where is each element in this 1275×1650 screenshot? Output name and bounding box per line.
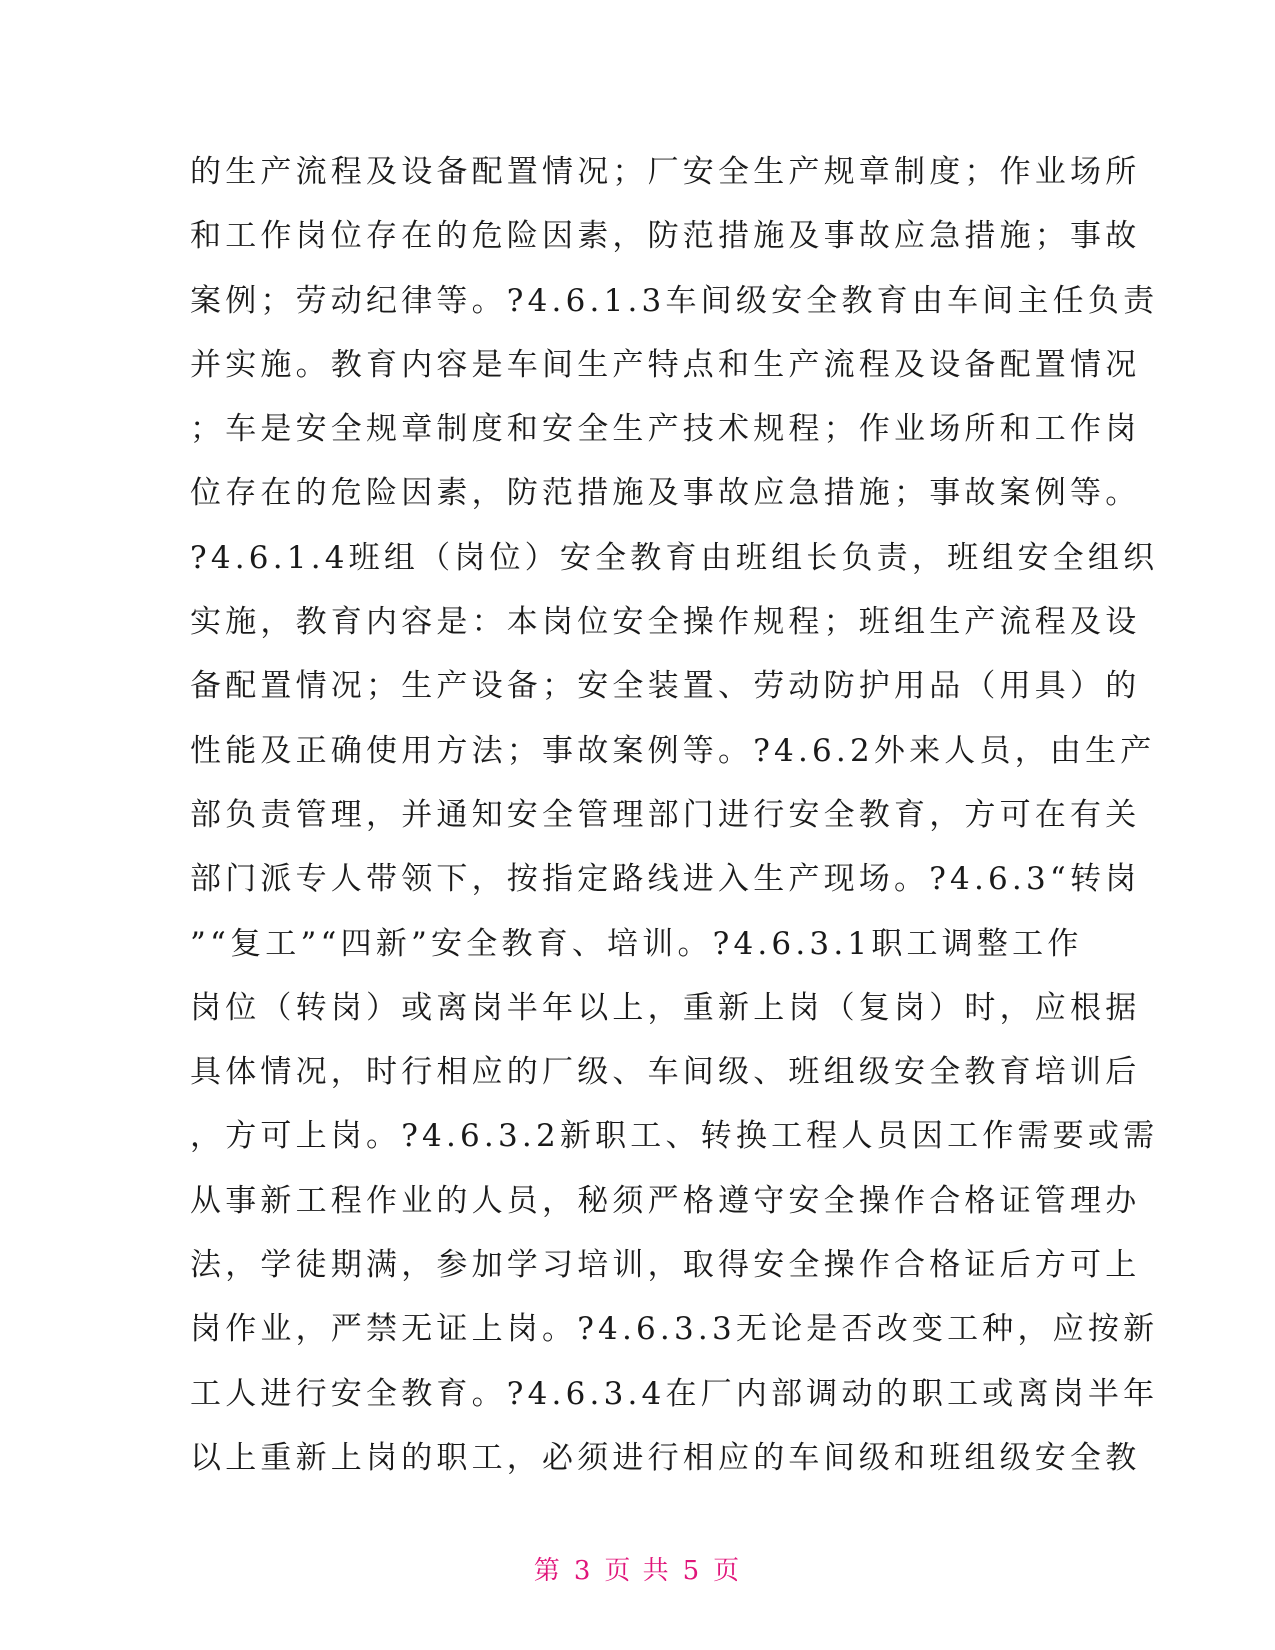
text-line: ，方可上岗。?4.6.3.2新职工、转换工程人员因工作需要或需 <box>190 1118 1159 1155</box>
footer-total-pages: 5 <box>682 1556 702 1586</box>
text-line: 工人进行安全教育。?4.6.3.4在厂内部调动的职工或离岗半年 <box>190 1375 1159 1412</box>
text-line: ；车是安全规章制度和安全生产技术规程；作业场所和工作岗 <box>190 411 1141 448</box>
body-text <box>190 140 1159 1490</box>
text-line: 具体情况，时行相应的厂级、车间级、班组级安全教育培训后 <box>190 1054 1141 1091</box>
footer-prefix: 第 <box>533 1556 562 1586</box>
footer-page-number: 3 <box>573 1556 593 1586</box>
text-line: 岗作业，严禁无证上岗。?4.6.3.3无论是否改变工种，应按新 <box>190 1311 1159 1348</box>
text-line: 位存在的危险因素，防范措施及事故应急措施；事故案例等。 <box>190 475 1141 512</box>
page-footer <box>0 1550 1275 1587</box>
text-line: 并实施。教育内容是车间生产特点和生产流程及设备配置情况 <box>190 346 1141 383</box>
text-line: 的生产流程及设备配置情况；厂安全生产规章制度；作业场所 <box>190 154 1141 190</box>
text-line: 性能及正确使用方法；事故案例等。?4.6.2外来人员，由生产 <box>190 732 1156 769</box>
footer-suffix: 页 <box>713 1556 742 1586</box>
text-line: 部门派专人带领下，按指定路线进入生产现场。?4.6.3“转岗 <box>190 861 1141 898</box>
text-line: 以上重新上岗的职工，必须进行相应的车间级和班组级安全教 <box>190 1439 1141 1476</box>
text-line: 部负责管理，并通知安全管理部门进行安全教育，方可在有关 <box>190 796 1141 833</box>
text-line: 法，学徒期满，参加学习培训，取得安全操作合格证后方可上 <box>190 1247 1141 1284</box>
text-line: 实施，教育内容是：本岗位安全操作规程；班组生产流程及设 <box>190 604 1141 641</box>
footer-middle: 页 共 <box>604 1556 671 1586</box>
text-line: ”“复工”“四新”安全教育、培训。?4.6.3.1职工调整工作 <box>190 925 1083 962</box>
text-line: ?4.6.1.4班组（岗位）安全教育由班组长负责，班组安全组织 <box>190 539 1159 576</box>
text-line: 和工作岗位存在的危险因素，防范措施及事故应急措施；事故 <box>190 218 1141 255</box>
text-line: 备配置情况；生产设备；安全装置、劳动防护用品（用具）的 <box>190 668 1141 705</box>
text-line: 从事新工程作业的人员，秘须严格遵守安全操作合格证管理办 <box>190 1182 1141 1219</box>
text-line: 案例；劳动纪律等。?4.6.1.3车间级安全教育由车间主任负责 <box>190 282 1159 319</box>
text-line: 岗位（转岗）或离岗半年以上，重新上岗（复岗）时，应根据 <box>190 989 1141 1026</box>
